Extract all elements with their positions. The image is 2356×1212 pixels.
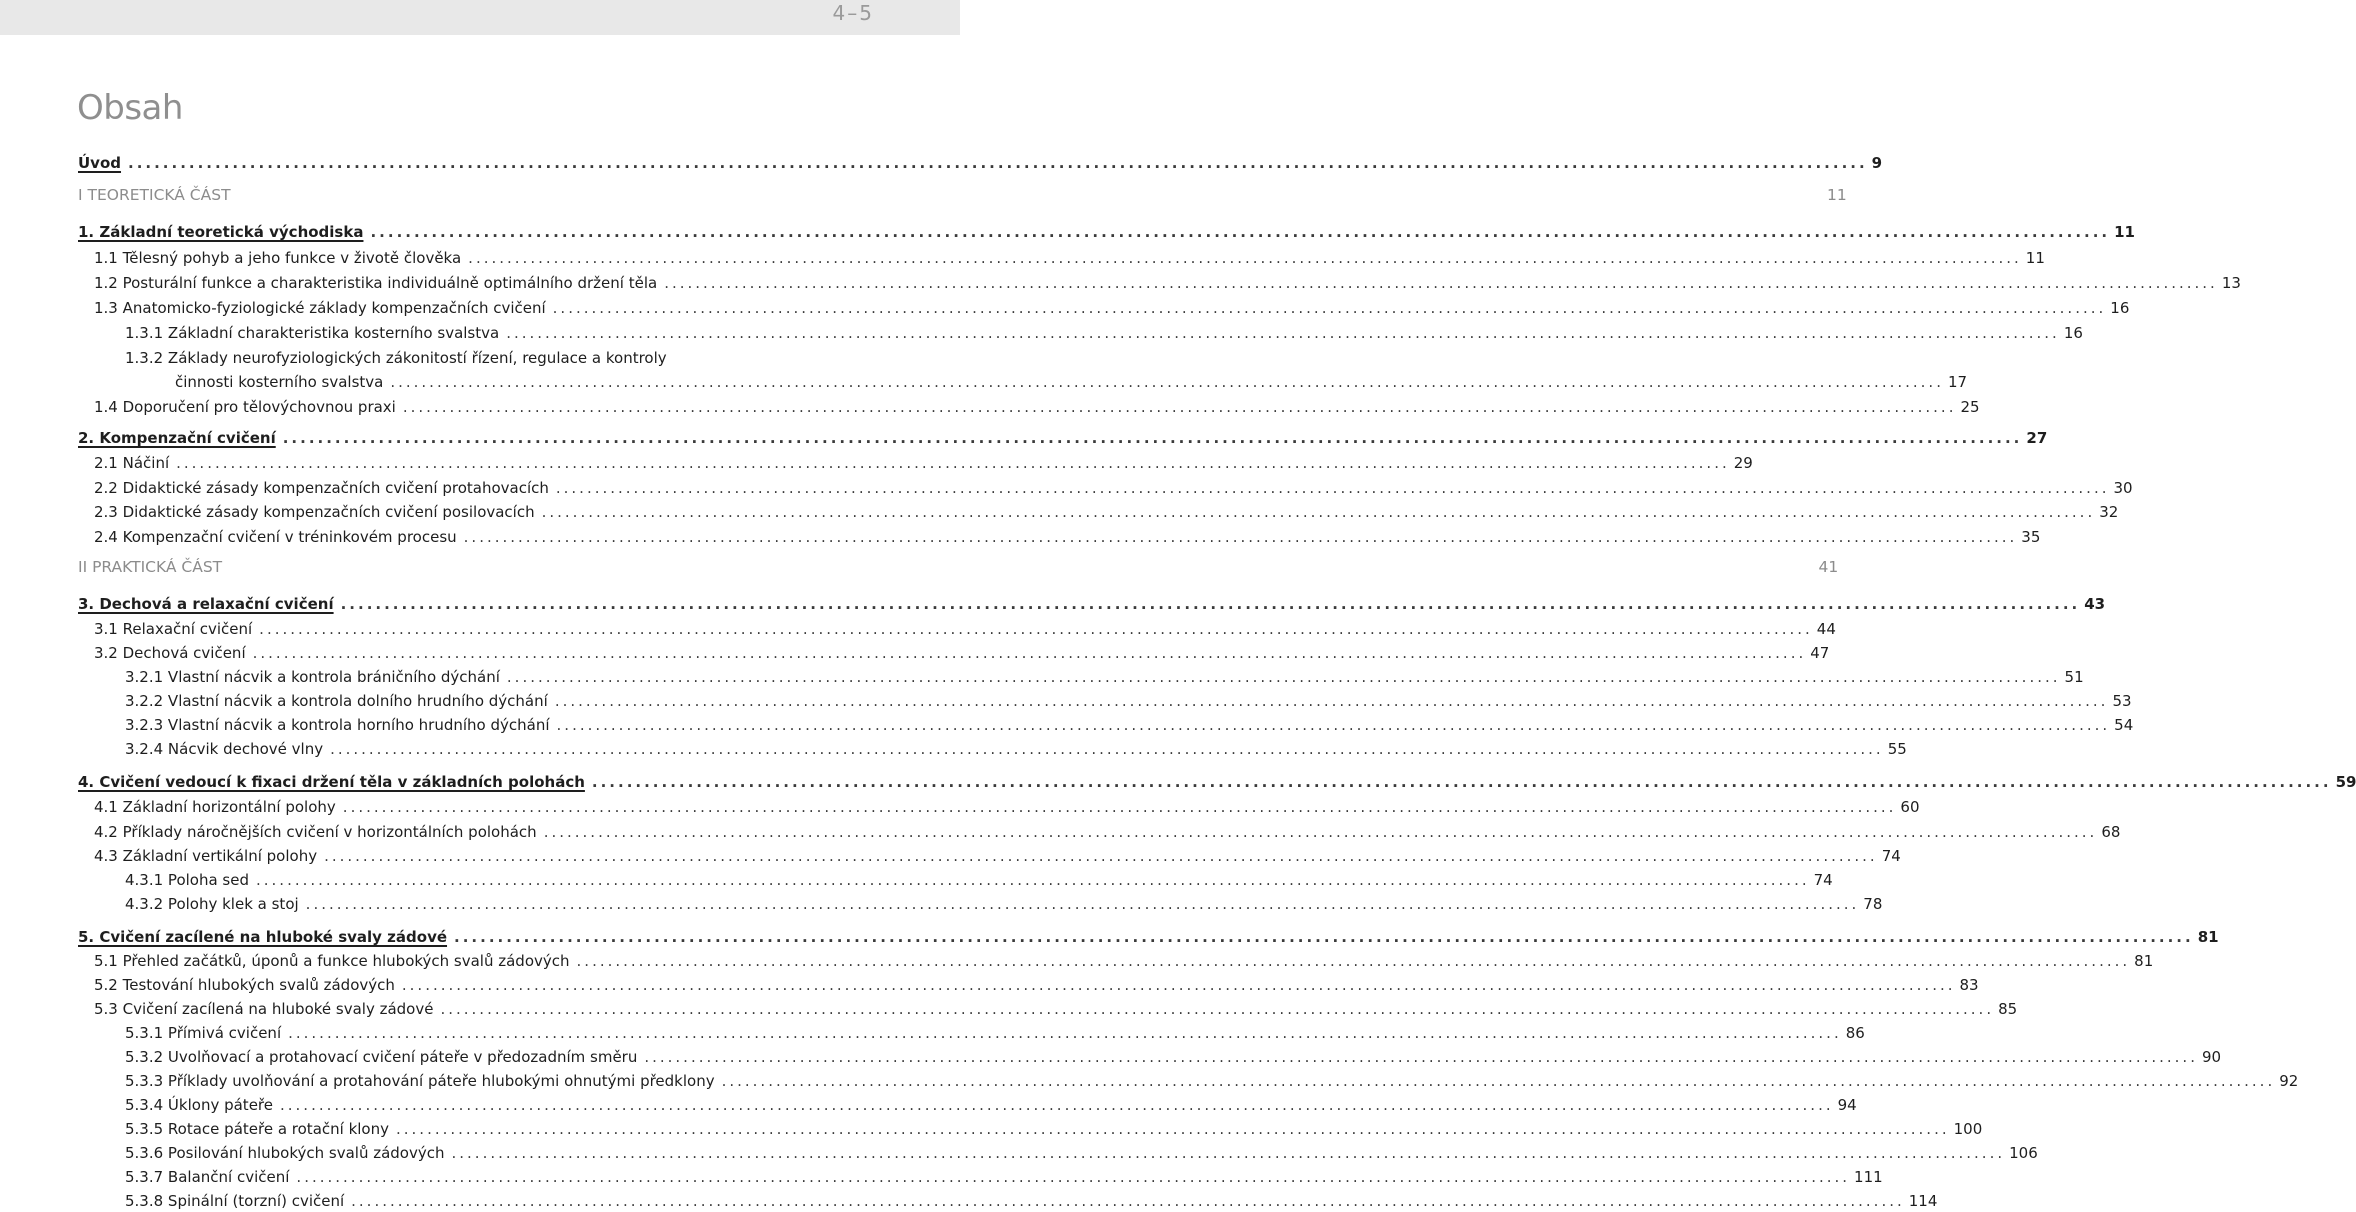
toc-entry-page: 86: [1845, 1024, 1865, 1042]
toc-entry[interactable]: [125, 1139, 2038, 1163]
toc-entry[interactable]: [125, 1187, 1938, 1211]
toc-entry-page: 78: [1863, 895, 1883, 913]
toc-entry[interactable]: [125, 1115, 1983, 1139]
toc-entry-page: 16: [2110, 299, 2130, 317]
toc-entry-label: 3.1 Relaxační cvičení: [94, 620, 253, 638]
toc-entry-page: 90: [2201, 1048, 2222, 1066]
toc-entry-page: 55: [1887, 740, 1907, 758]
toc-entry-label: II PRAKTICKÁ ČÁST: [78, 558, 223, 576]
toc-entry-page: 92: [2279, 1072, 2299, 1090]
dot-leader: ........................................................................................................................................................................................................: [280, 1096, 1834, 1114]
dot-leader: ........................................................................................................................................................................................................: [340, 595, 2081, 613]
toc-entry-label: 5.3.6 Posilování hlubokých svalů zádových: [125, 1144, 445, 1162]
toc-entry-page: 32: [2099, 503, 2119, 521]
toc-entry-label: 4. Cvičení vedoucí k fixaci držení těla v základních polohách: [78, 773, 585, 791]
toc-entry-page: 30: [2113, 479, 2133, 497]
toc-entry-page: 13: [2221, 274, 2241, 292]
toc-entry[interactable]: [94, 818, 2121, 842]
toc-entry[interactable]: [78, 553, 1839, 577]
toc-entry-label: 5.3.4 Úklony páteře: [125, 1096, 273, 1114]
dot-leader: ........................................................................................................................................................................................................: [440, 1000, 1995, 1018]
dot-leader: ........................................................................................................................................................................................................: [396, 1120, 1950, 1138]
toc-entry[interactable]: [125, 687, 2132, 711]
toc-entry[interactable]: [125, 1043, 2222, 1067]
dot-leader: ........................................................................................................................................................................................................: [576, 952, 2131, 970]
dot-leader: ........................................................................................................................................................................................................: [721, 1072, 2276, 1090]
toc-entry-page: 74: [1813, 871, 1833, 889]
dot-leader: ........................................................................................................................................................................................................: [256, 871, 1810, 889]
toc-entry-label: 3.2.3 Vlastní nácvik a kontrola horního hrudního dýchání: [125, 716, 550, 734]
toc-entry-label: 5.3.1 Přímivá cvičení: [125, 1024, 282, 1042]
toc-entry[interactable]: [78, 218, 2135, 242]
toc-entry-page: 27: [2026, 429, 2048, 447]
toc-entry-label: I TEORETICKÁ ČÁST: [78, 186, 231, 204]
toc-entry-label: 2.4 Kompenzační cvičení v tréninkovém procesu: [94, 528, 457, 546]
toc-entry-label: 5. Cvičení zacílené na hluboké svaly zádové: [78, 928, 448, 946]
toc-entry-label: 1.3 Anatomicko-fyziologické základy kompenzačních cvičení: [94, 299, 546, 317]
dot-leader: ........................................................................................................................................................................................................: [401, 976, 1956, 994]
toc-entry[interactable]: [94, 971, 1979, 995]
toc-entry-label: 4.1 Základní horizontální polohy: [94, 798, 336, 816]
dot-leader: ........................................................................................................................................................................................................: [644, 1048, 2198, 1066]
toc-entry-page: 44: [1816, 620, 1836, 638]
toc-entry[interactable]: [125, 890, 1883, 914]
dot-leader: ........................................................................................................................................................................................................: [552, 299, 2107, 317]
toc-entry-page: 41: [1818, 558, 1839, 576]
toc-entry-page: 16: [2063, 324, 2083, 342]
toc-entry-page: 106: [2009, 1144, 2038, 1162]
toc-entry-page: 29: [1733, 454, 1753, 472]
dot-leader: ........................................................................................................................................................................................................: [554, 692, 2109, 710]
toc-entry-label: 1.2 Posturální funkce a charakteristika individuálně optimálního držení těla: [94, 274, 658, 292]
dot-leader: ........................................................................................................................................................................................................: [402, 398, 1957, 416]
toc-entry[interactable]: [94, 498, 2119, 522]
toc-entry-page: 74: [1881, 847, 1901, 865]
toc-entry-label: 5.2 Testování hlubokých svalů zádových: [94, 976, 395, 994]
toc-entry-page: 59: [2335, 773, 2356, 791]
toc-entry[interactable]: [94, 615, 1836, 639]
toc-entry-page: 68: [2101, 823, 2121, 841]
dot-leader: ........................................................................................................................................................................................................: [330, 740, 1884, 758]
toc-entry-page: 85: [1998, 1000, 2018, 1018]
toc-entry[interactable]: [94, 995, 2018, 1019]
toc-entry[interactable]: [125, 866, 1833, 890]
dot-leader: ........................................................................................................................................................................................................: [454, 928, 2194, 946]
toc-entry-label: 4.2 Příklady náročnějších cvičení v horizontálních polohách: [94, 823, 537, 841]
toc-entry-label: 5.3.8 Spinální (torzní) cvičení: [125, 1192, 345, 1210]
toc-entry-page: 81: [2134, 952, 2154, 970]
toc-entry[interactable]: [125, 663, 2084, 687]
page-number: 4–5: [832, 1, 874, 25]
toc-entry-page: 35: [2021, 528, 2041, 546]
dot-leader: ........................................................................................................................................................................................................: [252, 644, 1807, 662]
toc-entry-label: 3.2.1 Vlastní nácvik a kontrola bráničního dýchání: [125, 668, 500, 686]
toc-entry[interactable]: [94, 294, 2130, 318]
dot-leader: ........................................................................................................................................................................................................: [288, 1024, 1842, 1042]
toc-entry-label: 1.1 Tělesný pohyb a jeho funkce v životě člověka: [94, 249, 462, 267]
toc-entry[interactable]: [78, 181, 1847, 205]
toc-entry[interactable]: [94, 793, 1920, 817]
toc-entry[interactable]: [94, 449, 1753, 473]
toc-entry[interactable]: [94, 947, 2154, 971]
toc-entry-page: 11: [2114, 223, 2135, 241]
dot-leader: ........................................................................................................................................................................................................: [351, 1192, 1905, 1210]
toc-entry[interactable]: [125, 735, 1907, 759]
toc-entry[interactable]: [94, 639, 1830, 663]
toc-entry-page: 43: [2084, 595, 2106, 613]
dot-leader: ........................................................................................................................................................................................................: [541, 503, 2096, 521]
toc-entry[interactable]: [125, 1019, 1865, 1043]
toc-entry-label: 1. Základní teoretická východiska: [78, 223, 364, 241]
dot-leader: ........................................................................................................................................................................................................: [370, 223, 2111, 241]
toc-entry-page: 51: [2064, 668, 2084, 686]
dot-leader: ........................................................................................................................................................................................................: [282, 429, 2023, 447]
toc-entry[interactable]: [94, 523, 2041, 547]
toc-entry-label: 4.3 Základní vertikální polohy: [94, 847, 318, 865]
toc-entry-label: 2.1 Náčiní: [94, 454, 170, 472]
dot-leader: ........................................................................................................................................................................................................: [451, 1144, 2006, 1162]
toc-entry-page: 11: [1826, 186, 1847, 204]
dot-leader: ........................................................................................................................................................................................................: [342, 798, 1897, 816]
toc-entry[interactable]: [78, 768, 2356, 792]
toc-entry-label: Úvod: [78, 154, 122, 172]
toc-entry-label: 4.3.2 Polohy klek a stoj: [125, 895, 299, 913]
toc-entry-page: 60: [1900, 798, 1920, 816]
toc-entry-label: 5.3.5 Rotace páteře a rotační klony: [125, 1120, 389, 1138]
toc-entry-page: 111: [1854, 1168, 1883, 1186]
toc-entry[interactable]: [94, 474, 2133, 498]
toc-entry-label: 1.3.2 Základy neurofyziologických zákonitostí řízení, regulace a kontroly: [125, 349, 667, 367]
toc-entry-page: 17: [1947, 373, 1968, 391]
toc-entry[interactable]: [175, 368, 1968, 392]
toc-entry-page: 11: [2025, 249, 2045, 267]
toc-entry-label: 3.2 Dechová cvičení: [94, 644, 246, 662]
dot-leader: ........................................................................................................................................................................................................: [556, 716, 2111, 734]
dot-leader: ........................................................................................................................................................................................................: [543, 823, 2098, 841]
toc-entry[interactable]: [78, 923, 2219, 947]
dot-leader: ........................................................................................................................................................................................................: [506, 668, 2061, 686]
toc-entry[interactable]: [125, 1067, 2299, 1091]
toc-entry[interactable]: [125, 1163, 1883, 1187]
toc-entry-page: 47: [1810, 644, 1830, 662]
toc-entry[interactable]: [125, 1091, 1857, 1115]
toc-entry[interactable]: [94, 269, 2241, 293]
toc-entry-page: 100: [1953, 1120, 1983, 1138]
toc-entry-label: 2.2 Didaktické zásady kompenzačních cvičení protahovacích: [94, 479, 549, 497]
toc-entry-page: 114: [1908, 1192, 1938, 1210]
toc-entry-label: 3. Dechová a relaxační cvičení: [78, 595, 334, 613]
toc-entry-page: 83: [1959, 976, 1979, 994]
toc-entry-label: 5.1 Přehled začátků, úponů a funkce hlubokých svalů zádových: [94, 952, 570, 970]
toc-entry[interactable]: [78, 590, 2106, 614]
toc-entry-page: 9: [1871, 154, 1883, 172]
toc-entry-label: 5.3 Cvičení zacílená na hluboké svaly zádové: [94, 1000, 434, 1018]
toc-entry[interactable]: [78, 149, 1883, 173]
page-title: Obsah: [77, 88, 183, 128]
dot-leader: ........................................................................................................................................................................................................: [259, 620, 1813, 638]
dot-leader: ........................................................................................................................................................................................................: [324, 847, 1878, 865]
dot-leader: ........................................................................................................................................................................................................: [176, 454, 1730, 472]
dot-leader: ........................................................................................................................................................................................................: [390, 373, 1944, 391]
toc-entry-page: 54: [2114, 716, 2134, 734]
dot-leader: ........................................................................................................................................................................................................: [591, 773, 2332, 791]
toc-entry-label: 4.3.1 Poloha sed: [125, 871, 249, 889]
toc-entry-page: 53: [2112, 692, 2132, 710]
toc-entry-label: 2.3 Didaktické zásady kompenzačních cvičení posilovacích: [94, 503, 535, 521]
dot-leader: ........................................................................................................................................................................................................: [506, 324, 2060, 342]
toc-entry[interactable]: [125, 319, 2083, 343]
dot-leader: ........................................................................................................................................................................................................: [463, 528, 2018, 546]
toc-entry-label: 5.3.2 Uvolňovací a protahovací cvičení páteře v předozadním směru: [125, 1048, 638, 1066]
toc-entry-page: 25: [1960, 398, 1980, 416]
toc-entry[interactable]: [125, 711, 2134, 735]
toc-entry-label: 5.3.3 Příklady uvolňování a protahování páteře hlubokými ohnutými předklony: [125, 1072, 715, 1090]
toc-entry[interactable]: [78, 424, 2048, 448]
dot-leader: ........................................................................................................................................................................................................: [296, 1168, 1851, 1186]
toc-entry-page: 94: [1837, 1096, 1857, 1114]
dot-leader: ........................................................................................................................................................................................................: [664, 274, 2218, 292]
toc-entry[interactable]: [94, 842, 1901, 866]
toc-entry[interactable]: [94, 393, 1980, 417]
toc-entry-label: 3.2.4 Nácvik dechové vlny: [125, 740, 324, 758]
dot-leader: ........................................................................................................................................................................................................: [128, 154, 1868, 172]
toc-entry-label: 1.4 Doporučení pro tělovýchovnou praxi: [94, 398, 396, 416]
toc-entry[interactable]: [94, 244, 2045, 268]
dot-leader: ........................................................................................................................................................................................................: [305, 895, 1860, 913]
toc-entry[interactable]: [125, 344, 667, 368]
dot-leader: ........................................................................................................................................................................................................: [468, 249, 2022, 267]
toc-entry-label: činnosti kosterního svalstva: [175, 373, 384, 391]
toc-entry-label: 3.2.2 Vlastní nácvik a kontrola dolního hrudního dýchání: [125, 692, 548, 710]
toc-entry-page: 81: [2197, 928, 2219, 946]
toc-entry-label: 2. Kompenzační cvičení: [78, 429, 276, 447]
dot-leader: ........................................................................................................................................................................................................: [555, 479, 2110, 497]
toc-entry-label: 1.3.1 Základní charakteristika kosterního svalstva: [125, 324, 500, 342]
toc-entry-label: 5.3.7 Balanční cvičení: [125, 1168, 290, 1186]
